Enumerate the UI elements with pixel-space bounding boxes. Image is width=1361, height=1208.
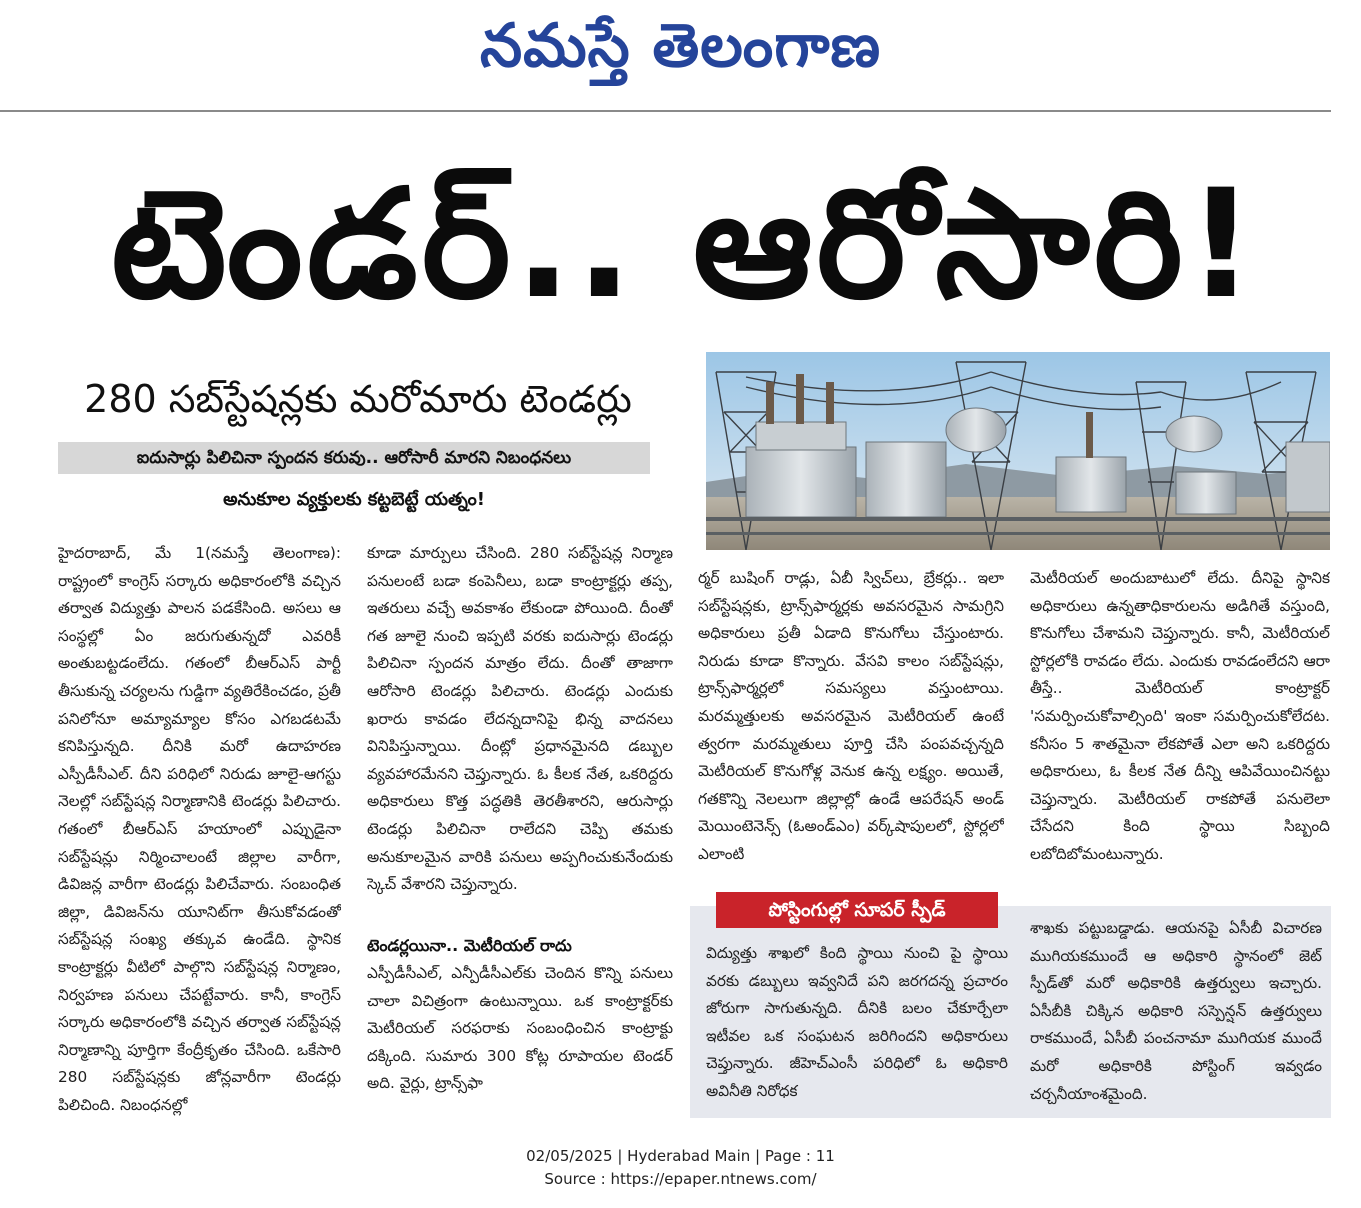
article-column-2-continued [367,960,673,1144]
deck-subline: అనుకూల వ్యక్తులకు కట్టబెట్టే యత్నం! [223,489,485,510]
sidebar-paragraph: శాఖకు పట్టుబడ్డాడు. ఆయనపై ఏసీబీ విచారణ ముగియకముందే ఆ అధికారి స్థానంలో జెట్ స్పీడ్‌తో మరో అధికారికి ఉత్తర్వులు ఇచ్చారు. ఏసీబీకి చిక్కిన అధికారి సస్పెన్షన్ ఉత్తర్వులు రాకముందే, ఏసీబీ పంచనామా ముగియక ముందే మరో అధికారికి పోస్టింగ్ ఇవ్వడం చర్చనీయాంశమైంది. [1030,919,1322,1103]
article-column-3 [698,565,1004,877]
footer-edition-info: 02/05/2025 | Hyderabad Main | Page : 11 [526,1147,835,1165]
masthead [0,0,1361,112]
sidebar-box-column-1 [706,940,1008,1110]
masthead-divider [0,110,1331,112]
subheadline: 280 సబ్‌స్టేషన్లకు మరోమారు టెండర్లు [84,377,632,421]
article-paragraph: ర్మర్ బుషింగ్ రాడ్లు, ఏబీ స్విచ్‌లు, బ్రేకర్లు.. ఇలా సబ్‌స్టేషన్లకు, ట్రాన్స్‌ఫార్మర్లకు అవసరమైన సామగ్రిని అధికారులు ప్రతీ ఏడాది కొనుగోలు చేస్తుంటారు. నిరుడు కూడా కొన్నారు. వేసవి కాలం సబ్‌స్టేషన్లు, ట్రాన్స్‌ఫార్మర్లలో సమస్యలు వస్తుంటాయి. మరమ్మత్తులకు అవసరమైన మెటీరియల్ ఉంటే త్వరగా మరమ్మతులు పూర్తి చేసి పంపవచ్చన్నది మెటీరియల్ కొనుగోళ్ల వెనుక ఉన్న లక్ష్యం. అయితే, గతకొన్ని నెలలుగా జిల్లాల్లో ఉండే ఆపరేషన్ అండ్ మెయింటెనెన్స్ (ఓఅండ్ఎం) వర్క్‌షాపులలో, స్టోర్లలో ఎలాంటి [698,569,1004,863]
sidebar-box-title: పోస్టింగుల్లో సూపర్ స్పీడ్ [716,892,998,928]
article-column-1 [58,540,341,1144]
deck-bar: ఐదుసార్లు పిలిచినా స్పందన కరువు.. ఆరోసారీ మారని నిబంధనలు [58,442,650,474]
article-paragraph: హైదరాబాద్, మే 1(నమస్తే తెలంగాణ): రాష్ట్రంలో కాంగ్రెస్ సర్కారు అధికారంలోకి వచ్చిన తర్వాత విద్యుత్తు పాలన పడకేసింది. అసలు ఆ సంస్థల్లో ఏం జరుగుతున్నదో ఎవరికీ అంతుబట్టడంలేదు. గతంలో బీఆర్ఎస్ పార్టీ తీసుకున్న చర్యలను గుడ్డిగా వ్యతిరేకించడం, ప్రతీ పనిలోనూ అమ్యామ్యాల కోసం ఎగబడటమే కనిపిస్తున్నది. దీనికి మరో ఉదాహరణ ఎస్పీడీసీఎల్. దీని పరిధిలో నిరుడు జూలై-ఆగస్టు నెలల్లో సబ్‌స్టేషన్ల నిర్మాణానికి టెండర్లు పిలిచారు. గతంలో బీఆర్ఎస్ హయాంలో ఎప్పుడైనా సబ్‌స్టేషన్లు నిర్మించాలంటే జిల్లాల వారీగా, డివిజన్ల వారీగా టెండర్లు పిలిచేవారు. సంబంధిత జిల్లా, డివిజన్‌ను యూనిట్‌గా తీసుకోవడంతో సబ్‌స్టేషన్ల సంఖ్య తక్కువ ఉండేది. స్థానిక కాంట్రాక్టర్లు వీటిలో పాల్గొని సబ్‌స్టేషన్ల నిర్మాణం, నిర్వహణ పనులు చేపట్టేవారు. కానీ, కాంగ్రెస్ సర్కారు అధికారంలోకి వచ్చిన తర్వాత సబ్‌స్టేషన్ల నిర్మాణాన్ని పూర్తిగా కేంద్రీకృతం చేసింది. ఒకేసారి 280 సబ్‌స్టేషన్లకు జోన్లవారీగా టెండర్లు పిలిచింది. నిబంధనల్లో [58,544,341,1114]
article-paragraph: ఎస్పీడీసీఎల్, ఎన్పీడీసీఎల్‌కు చెందిన కొన్ని పనులు చాలా విచిత్రంగా ఉంటున్నాయి. ఒక కాంట్రాక్టర్‌కు మెటీరియల్ సరఫరాకు సంబంధించిన కాంట్రాక్టు దక్కింది. సుమారు 300 కోట్ల రూపాయల టెండర్ అది. వైర్లు, ట్రాన్స్‌ఫా [367,964,673,1093]
sidebar-paragraph: విద్యుత్తు శాఖలో కింది స్థాయి నుంచి పై స్థాయి వరకు డబ్బులు ఇవ్వనిదే పని జరగదన్న ప్రచారం జోరుగా సాగుతున్నది. దీనికి బలం చేకూర్చేలా ఇటీవల ఒక సంఘటన జరిగిందని అధికారులు చెప్తున్నారు. జీహెచ్ఎంసీ పరిధిలో ఓ అధికారి అవినీతి నిరోధక [706,944,1008,1100]
substation-photo [706,352,1330,550]
footer-source-link[interactable]: Source : https://epaper.ntnews.com/ [544,1170,817,1188]
article-column-2 [367,540,673,930]
headline: టెండర్.. ఆరోసారి! [110,158,1260,332]
sidebar-box-column-2 [1030,915,1322,1110]
article-column-4 [1030,565,1330,877]
article-paragraph: మెటీరియల్ అందుబాటులో లేదు. దీనిపై స్థానిక అధికారులు ఉన్నతాధికారులను అడిగితే వస్తుంది, కొనుగోలు చేశామని చెప్తున్నారు. కానీ, మెటీరియల్ స్టోర్లలోకి రావడం లేదు. ఎందుకు రావడంలేదని ఆరా తీస్తే.. మెటీరియల్ కాంట్రాక్టర్ 'సమర్పించుకోవాల్సింది' ఇంకా సమర్పించుకోలేదట. కనీసం 5 శాతమైనా లేకపోతే ఎలా అని ఒకరిద్దరు అధికారులు, ఓ కీలక నేత దీన్ని ఆపివేయించినట్టు చెప్తున్నారు. మెటీరియల్ రాకపోతే పనులెలా చేసేదని కింది స్థాయి సిబ్బంది లబోదిబోమంటున్నారు. [1030,569,1330,863]
section-heading: టెండర్లయినా.. మెటీరియల్ రాదు [367,936,572,955]
article-paragraph: కూడా మార్పులు చేసింది. 280 సబ్‌స్టేషన్ల నిర్మాణ పనులంటే బడా కంపెనీలు, బడా కాంట్రాక్టర్లు తప్ప, ఇతరులు వచ్చే అవకాశం లేకుండా పోయింది. దీంతో గత జూలై నుంచి ఇప్పటి వరకు ఐదుసార్లు టెండర్లు పిలిచినా స్పందన మాత్రం లేదు. దీంతో తాజాగా ఆరోసారి టెండర్లు పిలిచారు. టెండర్లు ఎందుకు ఖరారు కావడం లేదన్నదానిపై భిన్న వాదనలు వినిపిస్తున్నాయి. దీంట్లో ప్రధానమైనది డబ్బుల వ్యవహారమేనని చెప్తున్నారు. ఓ కీలక నేత, ఒకరిద్దరు అధికారులు కొత్త పద్ధతికి తెరతీశారని, ఆరుసార్లు టెండర్లు పిలిచినా రాలేదని చెప్పి తమకు అనుకూలమైన వారికి పనులు అప్పగించుకునేందుకు స్కెచ్ వేశారని చెప్తున్నారు. [367,544,673,894]
masthead-logo: నమస్తే తెలంగాణ [479,11,882,81]
